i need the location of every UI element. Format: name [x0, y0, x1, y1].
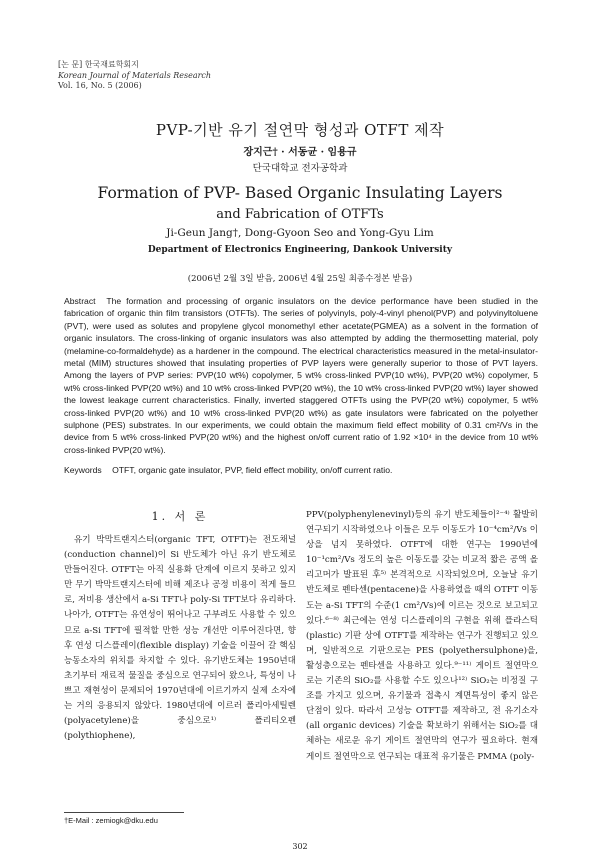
page-number: 302 [292, 842, 308, 851]
authors-english: Ji-Geun Jang†, Dong-Gyoon Seo and Yong-Gyu Lim [166, 227, 434, 239]
received-dates: (2006년 2월 3일 받음, 2006년 4월 25일 최종수정본 받음) [187, 274, 413, 284]
body-column-left [64, 533, 296, 744]
journal-name-ko: [논 문] 한국재료학회지 [58, 60, 139, 69]
body-paragraph: 유기 박막트랜지스터(organic TFT, OTFT)는 전도채널(conduction channel)이 Si 반도체가 아닌 유기 반도체로 만들어진다. OTFT는 아직 실용화 단계에 이르지 못하고 있지만 무기 박막트랜지스터에 비해 제조나 공정 비용이 적게 들므로, 저비용 생산에서 a-Si TFT나 poly-Si TFT보다 유리하다. 나아가, OTFT는 유연성이 뛰어나고 구부려도 사용할 수 있으므로 a-Si TFT에 필적할 만한 성능 개선만 이루어진다면, 향후 연성 디스플레이(flexible display) 기술을 이끌어 갈 핵심 능동소자의 위치를 차지할 수 있다. 유기반도체는 1950년대 초기부터 재료적 물질을 중심으로 연구되어 왔으나, 특성이 나쁘고 재현성이 문제되어 1970년대에 이르기까지 실제 소자에는 거의 응용되지 않았다. 1980년대에 이르러 폴리아세틸렌(polyacetylene)을 중심으로¹⁾ 폴리티오펜(polythiophene), [64, 535, 296, 742]
journal-header [58, 60, 211, 92]
abstract [64, 295, 538, 456]
journal-volume: Vol. 16, No. 5 (2006) [58, 81, 142, 90]
section-heading-introduction: 1. 서 론 [151, 510, 209, 523]
authors-korean: 장지근† · 서동균 · 임용규 [243, 147, 357, 158]
title-korean: PVP-기반 유기 절연막 형성과 OTFT 제작 [155, 121, 445, 139]
keywords [64, 465, 538, 475]
body-paragraph: PPV(polyphenylenevinyl)등의 유기 반도체들이²⁻⁴⁾ 활발히 연구되기 시작하였으나 이들은 모두 이동도가 10⁻⁴cm²/Vs 이상을 넘지 못하였다. OTFT에 대한 연구는 1990년에 10⁻¹cm²/Vs 정도의 높은 이동도를 갖는 비교적 짧은 공액 올리고머가 발표된 후⁵⁾ 본격적으로 시작되었으며, 오늘날 유기 반도체로 펜타센(pentacene)을 사용하였을 때의 OTFT 이동도는 a-Si TFT의 수준(1 cm²/Vs)에 이르는 것으로 보고되고 있다.⁶⁻⁸⁾ 최근에는 연성 디스플레이의 구현을 위해 플라스틱(plastic) 기판 상에 OTFT를 제작하는 연구가 진행되고 있으며, 일반적으로 기판으로는 PES (polyethersulphone)을, 활성층으로는 펜타센을 사용하고 있다.⁹⁻¹¹⁾ 게이트 절연막으로는 기존의 SiO₂를 사용할 수도 있으나¹²⁾ SiO₂는 비정질 구조를 가지고 있으며, 유기물과 접촉시 계면특성이 좋지 않은 단점이 있다. 따라서 고성능 OTFT를 제작하고, 전 유기소자(all organic devices) 기술을 확보하기 위해서는 SiO₂를 대체하는 새로운 유기 게이트 절연막의 연구가 필요하다. 현재 게이트 절연막으로 연구되는 대표적 유기물은 PMMA (poly- [306, 510, 538, 762]
title-english-line2: and Fabrication of OTFTs [216, 207, 384, 222]
keywords-label: Keywords [64, 465, 102, 475]
department-korean: 단국대학교 전자공학과 [252, 163, 348, 174]
title-english [0, 183, 600, 225]
department-english: Department of Electronics Engineering, Dankook University [147, 245, 453, 255]
footnote-divider [64, 812, 184, 813]
abstract-label: Abstract [64, 296, 96, 306]
abstract-text: The formation and processing of organic insulators on the device performance have been studied in the fabrication of organic thin film transistors (OTFTs). The series of polyvinyls, poly-4-vinyl phenol(PVP) and polyvinyltoluene (PVT), were used as solutes and propylene glycol monomethyl ether acetate(PGMEA) as a solvent in the formation of organic insulators. The cross-linking of organic insulators was also attempted by adding the thermosetting material, poly (melamine-co-formaldehyde) as a hardener in the compound. The electrical characteristics measured in the metal-insulator-metal (MIM) structures showed that insulating properties of PVP layers were generally superior to those of PVT layers. Among the layers of PVP series: PVP(10 wt%) copolymer, 5 wt% cross-linked PVP(10 wt%), PVP(20 wt%) copolymer, 5 wt% cross-linked PVP(20 wt%) and 10 wt% cross-linked PVP(20 wt%), the 10 wt% cross-linked PVP(20 wt%) layer showed the lowest leakage current characteristics. Finally, inverted staggered OTFTs using the PVP(20 wt%) copolymer, 5 wt% cross-linked PVP(20 wt%) and 10 wt% cross-linked PVP(20 wt%) as gate insulators were fabricated on the polyether sulphone (PES) substrates. In our experiments, we could obtain the maximum field effect mobility of 0.31 cm²/Vs in the device from 5 wt% cross-linked PVP(20 wt%) and the highest on/off current ratio of 1.92 ×10⁴ in the device from 10 wt% cross-linked PVP(20 wt%). [64, 296, 539, 455]
footnote-email: †E-Mail : zemiogk@dku.edu [64, 816, 158, 825]
keywords-text: OTFT, organic gate insulator, PVP, field effect mobility, on/off current ratio. [112, 465, 393, 475]
journal-name-en: Korean Journal of Materials Research [58, 70, 212, 80]
body-column-right [306, 508, 538, 765]
title-english-line1: Formation of PVP- Based Organic Insulating Layers [97, 184, 503, 202]
